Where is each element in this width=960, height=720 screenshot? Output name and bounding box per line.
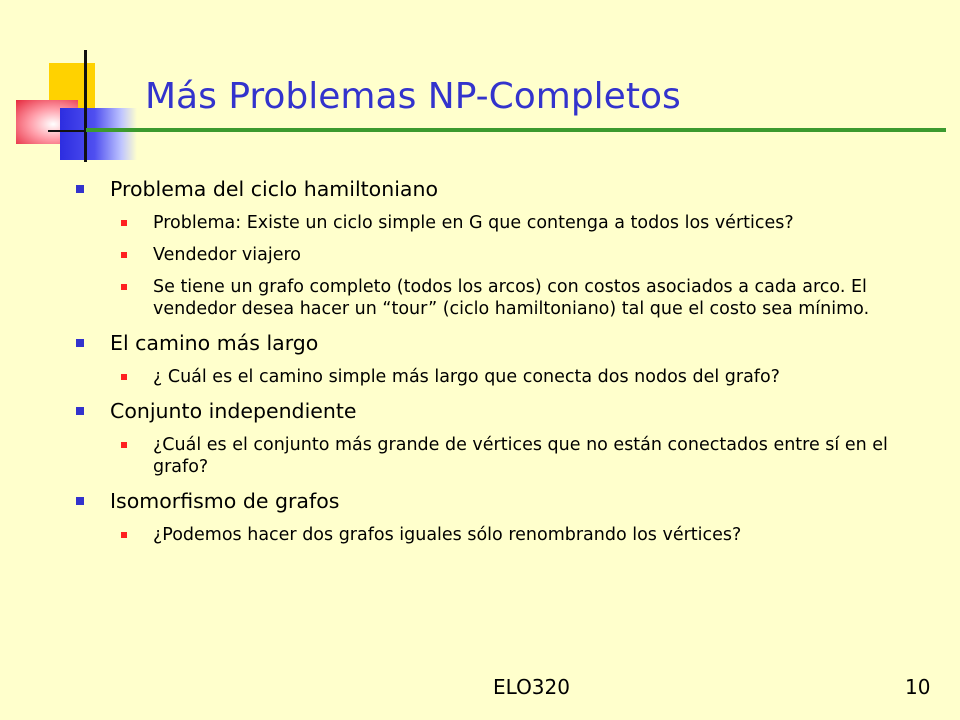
bullet-text: El camino más largo: [110, 331, 319, 355]
sub-bullet-complete-graph: [76, 276, 936, 320]
sub-bullet-independent-set: [76, 434, 936, 478]
decorative-squares-logo: [0, 0, 150, 180]
bullet-graph-isomorphism: [76, 488, 936, 514]
square-bullet-icon: [121, 374, 127, 380]
square-bullet-icon: [121, 442, 127, 448]
blue-square: [60, 108, 137, 160]
bullet-text: Isomorfismo de grafos: [110, 489, 340, 513]
bullet-hamiltonian-cycle: [76, 176, 936, 202]
square-bullet-icon: [121, 284, 127, 290]
square-bullet-icon: [76, 185, 84, 193]
square-bullet-icon: [76, 407, 84, 415]
sub-bullet-traveling-salesman: [76, 244, 936, 266]
bullet-independent-set: [76, 398, 936, 424]
sub-bullet-problem: [76, 212, 936, 234]
bullet-text: Problema del ciclo hamiltoniano: [110, 177, 438, 201]
sub-bullet-text: Se tiene un grafo completo (todos los arcos) con costos asociados a cada arco. El vendedor desea hacer un “tour” (ciclo hamiltoniano) tal que el costo sea mínimo.: [153, 277, 870, 319]
sub-bullet-text: ¿Podemos hacer dos grafos iguales sólo renombrando los vértices?: [153, 525, 742, 545]
sub-bullet-text: ¿ Cuál es el camino simple más largo que conecta dos nodos del grafo?: [153, 367, 780, 387]
page-number: 10: [905, 675, 931, 699]
sub-bullet-text: ¿Cuál es el conjunto más grande de vértices que no están conectados entre sí en el grafo?: [153, 435, 888, 477]
vertical-line: [84, 50, 87, 162]
square-bullet-icon: [76, 497, 84, 505]
square-bullet-icon: [121, 252, 127, 258]
sub-bullet-text: Problema: Existe un ciclo simple en G que contenga a todos los vértices?: [153, 213, 794, 233]
title-underline: [86, 128, 946, 132]
bullet-text: Conjunto independiente: [110, 399, 357, 423]
square-bullet-icon: [76, 339, 84, 347]
slide-title: Más Problemas NP-Completos: [145, 76, 681, 117]
bullet-longest-path: [76, 330, 936, 356]
footer-course: ELO320: [493, 675, 570, 699]
bullet-list: [76, 170, 936, 546]
sub-bullet-longest-path: [76, 366, 936, 388]
square-bullet-icon: [121, 532, 127, 538]
square-bullet-icon: [121, 220, 127, 226]
sub-bullet-graph-isomorphism: [76, 524, 936, 546]
sub-bullet-text: Vendedor viajero: [153, 245, 302, 265]
